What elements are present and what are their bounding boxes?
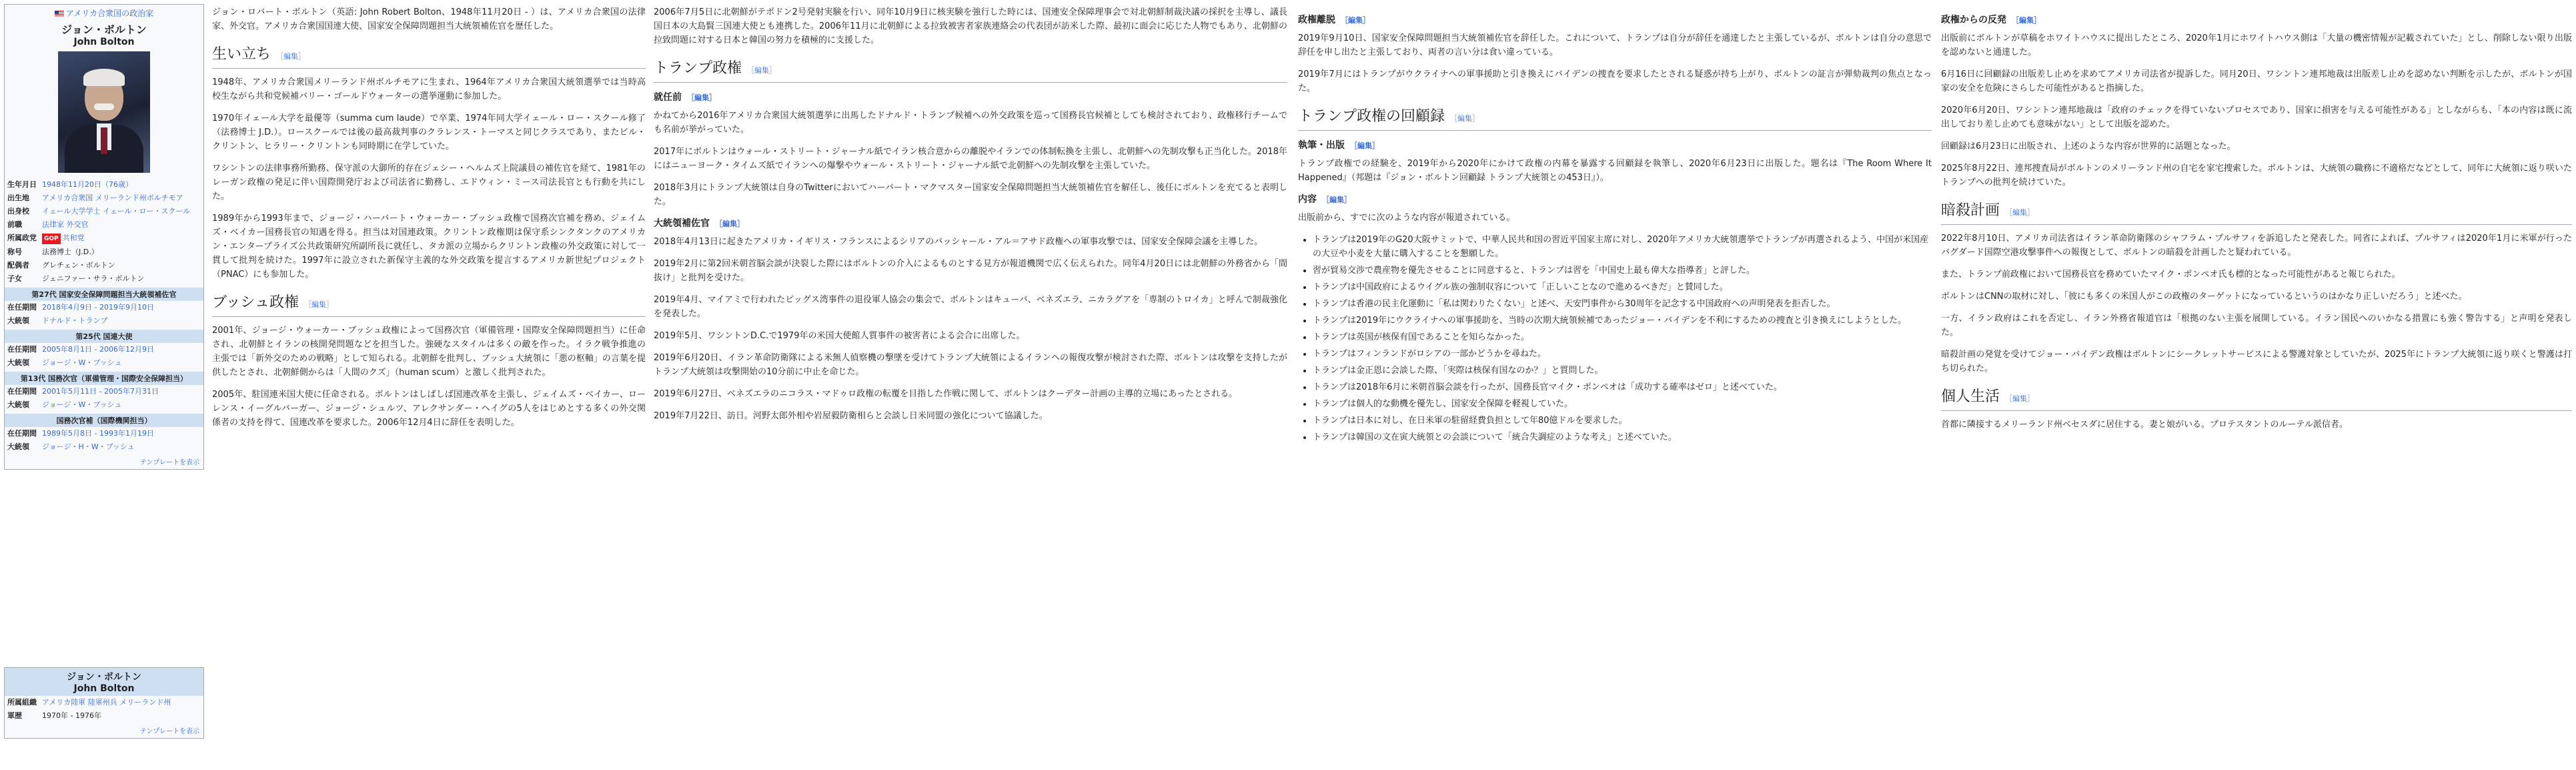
office-term-row	[5, 301, 203, 314]
office-term-key: 在任期間	[7, 429, 37, 438]
infobox-value[interactable]: アメリカ陸軍 陸軍州兵 メリーランド州	[42, 698, 171, 707]
paragraph: 2022年8月10日、アメリカ司法省はイラン革命防衛隊のシャフラム・プルサフィを訴追したと発表した。同省によれば、プルサフィは2020年1月に米軍が行ったバグダード国際空港攻撃事件への報復として、ボルトンの暗殺を計画したと疑われている。	[1941, 234, 2572, 258]
office-president-key: 大統領	[7, 358, 29, 367]
section-heading-text: ブッシュ政権	[212, 294, 299, 311]
office-president-row	[5, 356, 203, 370]
paragraph: 出版前から、すでに次のような内容が報道されている。	[1298, 213, 1515, 223]
paragraph: 2019年5月、ワシントンD.C.で1979年の米国大使館人質事件の被害者による会合に出席した。	[654, 331, 1025, 341]
edit-link[interactable]: ［編集］	[1350, 141, 1379, 150]
paragraph: 2019年6月20日、イラン革命防衛隊による米無人偵察機の撃墜を受けてトランプ大統領によるイランへの報復攻撃が検討された際、ボルトンは攻撃を支持したがトランプ大統領は攻撃開始の10分前に中止を命じた。	[654, 353, 1287, 377]
office-title[interactable]: 国務次官補（国際機関担当）	[5, 414, 203, 427]
subsection-heading-publish	[1298, 139, 1932, 153]
infobox-category-text[interactable]: アメリカ合衆国の政治家	[65, 9, 154, 18]
list-item: • トランプは2018年6月に米朝首脳会談を行ったが、国務長官マイク・ポンペオは「成功する確率はゼロ」と述べていた。	[1313, 380, 1932, 394]
paragraph: 2020年6月20日、ワシントン連邦地裁は「政府のチェックを得ていないプロセスであり、国家に損害を与える可能性がある」としながらも、「本の内容は既に流出しており差し止めても意味がない」として出版を認めた。	[1941, 105, 2572, 129]
subsection-heading-text: 政権離脱	[1298, 15, 1335, 25]
section-heading-text: 個人生活	[1941, 388, 2000, 405]
office-term-key: 在任期間	[7, 387, 37, 396]
office-president[interactable]: ジョージ・W・ブッシュ	[42, 400, 122, 409]
infobox-key: 出身校	[7, 207, 29, 216]
list-item: • トランプは日本に対し、在日米軍の駐留経費負担として年80億ドルを要求した。	[1313, 414, 1932, 428]
subsection-heading-text: 政権からの反発	[1941, 15, 2006, 25]
template-link[interactable]: テンプレートを表示	[139, 728, 199, 735]
subsection-heading-text: 就任前	[654, 92, 682, 103]
edit-link[interactable]: ［編集］	[747, 66, 777, 75]
office-term[interactable]: 2005年8月1日 - 2006年12月9日	[42, 345, 154, 354]
infobox-value[interactable]: アメリカ合衆国 メリーランド州ボルチモア	[42, 194, 183, 202]
paragraph: かねてから2016年アメリカ合衆国大統領選挙に出馬したドナルド・トランプ候補への外交政策を巡って国務長官候補としても検討されており、政権移行チームでも名前が挙がっていた。	[654, 111, 1287, 135]
infobox	[4, 4, 204, 470]
subsection-heading-text: 大統領補佐官	[654, 218, 710, 229]
section-heading-personal	[1941, 388, 2572, 411]
edit-link[interactable]: ［編集］	[1450, 114, 1480, 123]
subsection-heading-reaction	[1941, 13, 2572, 27]
infobox-value: グレチェン・ボルトン	[42, 261, 115, 270]
subsection-heading-appoint	[654, 91, 1287, 105]
paragraph: 2019年7月にはトランプがウクライナへの軍事援助と引き換えにバイデンの捜査を要求したとされる疑惑が持ち上がり、ボルトンの証言が弾劾裁判の焦点となった。	[1298, 69, 1932, 93]
paragraph: 2001年、ジョージ・ウォーカー・ブッシュ政権によって国務次官（軍備管理・国際安全保障問題担当）に任命され、北朝鮮とイランの核開発問題などを担当した。強硬なスタイルは多くの敵を作った。イラク戦争推進の主張では「新外交のための戦略」として知られる。北朝鮮を批判し、ブッシュ大統領に「悪の枢軸」の言葉を提供したとされ、北朝鮮側からは「人間のクズ」（human scum）と激しく批判された。	[212, 326, 646, 378]
office-president[interactable]: ジョージ・H・W・ブッシュ	[42, 442, 135, 451]
list-item: • トランプは韓国の文在寅大統領との会談について「統合失調症のような考え」と述べていた。	[1313, 430, 1932, 444]
office-president-key: 大統領	[7, 442, 29, 451]
infobox-row	[5, 259, 203, 272]
gop-badge: GOP	[42, 234, 61, 244]
list-item: • トランプは英国が核保有国であることを知らなかった。	[1313, 330, 1932, 344]
infobox-name-ja: ジョン・ボルトン	[61, 23, 147, 36]
office-president[interactable]: ジョージ・W・ブッシュ	[42, 358, 122, 367]
infobox-key: 軍歴	[7, 711, 22, 720]
office-title[interactable]: 第25代 国連大使	[5, 330, 203, 343]
infobox-row	[5, 232, 203, 246]
list-item: • トランプはフィンランドがロシアの一部かどうかを尋ねた。	[1313, 347, 1932, 361]
office-term-row	[5, 385, 203, 398]
column-1	[212, 5, 646, 438]
edit-link[interactable]: ［編集］	[687, 93, 716, 102]
office-term-row	[5, 427, 203, 440]
portrait-photo[interactable]	[58, 51, 150, 173]
list-item: • 習が貿易交渉で農産物を優先させることに同意すると、トランプは習を「中国史上最も偉大な指導者」と評した。	[1313, 264, 1932, 278]
paragraph: 2018年3月にトランプ大統領は自身のTwitterにおいてハーバート・マクマスター国家安全保障問題担当大統領補佐官を解任し、後任にボルトンを充てると表明した。	[654, 183, 1287, 207]
subsection-heading-text: 執筆・出版	[1298, 140, 1345, 151]
military-infobox-title	[5, 668, 203, 696]
paragraph: 2019年2月に第2回米朝首脳会談が決裂した際にはボルトンの介入によるものとする見方が報道機関で広く伝えられた。同年4月20日には北朝鮮の外務省から「間抜け」と批判を受けた。	[654, 259, 1287, 283]
infobox-row	[5, 272, 203, 286]
subsection-heading-advisor	[654, 217, 1287, 231]
infobox-value: ジェニファー・サラ・ボルトン	[42, 274, 145, 283]
office-term[interactable]: 2018年4月9日 - 2019年9月10日	[42, 303, 154, 312]
paragraph: 回顧録は6月23日に出版され、上述のような内容が世界的に話題となった。	[1941, 141, 2236, 151]
column-4	[1941, 5, 2572, 440]
section-heading-plot	[1941, 202, 2572, 225]
office-term-row	[5, 343, 203, 356]
section-heading-text: 暗殺計画	[1941, 202, 2000, 219]
office-title[interactable]: 第27代 国家安全保障問題担当大統領補佐官	[5, 288, 203, 301]
paragraph: 6月16日に回顧録の出版差し止めを求めてアメリカ司法省が提訴した。同月20日、ワシントン連邦地裁は出版差し止めを認めない判断を示したが、ボルトンが国家の安全を危険にさらした可能性があると指摘した。	[1941, 69, 2572, 93]
edit-link[interactable]: ［編集］	[1341, 16, 1370, 25]
column-2	[654, 5, 1287, 431]
infobox-key: 配偶者	[7, 261, 29, 270]
infobox-key: 所属組織	[7, 698, 37, 707]
list-item: • トランプは中国政府によるウイグル族の強制収容について「正しいことなので進めるべきだ」と賛同した。	[1313, 280, 1932, 294]
subsection-heading-text: 内容	[1298, 194, 1317, 205]
infobox-key: 前職	[7, 220, 22, 229]
paragraph: 2025年8月22日、連邦捜査局がボルトンのメリーランド州の自宅を家宅捜索した。ボルトンは、大統領の職務に不適格だなどとして、同年に大統領に返り咲いたトランプへの批判を続けていた。	[1941, 163, 2572, 187]
party-link[interactable]: 共和党	[62, 234, 85, 242]
office-term[interactable]: 2001年5月11日 - 2005年7月31日	[42, 387, 159, 396]
paragraph: 1970年イェール大学を最優等（summa cum laude）で卒業、1974年同大学イェール・ロー・スクール修了（法務博士 J.D.）。ロースクールでは後の最高裁判事のクラレンス・トーマスと同じクラスであり、またビル・クリントン、ヒラリー・クリントンも同時期に在学していた。	[212, 113, 646, 151]
office-president-row	[5, 314, 203, 328]
infobox-row	[5, 205, 203, 218]
infobox-key: 称号	[7, 248, 22, 256]
military-name-ja: ジョン・ボルトン	[67, 672, 141, 683]
office-president-row	[5, 440, 203, 454]
section-heading-bush	[212, 294, 646, 317]
list-item: • トランプは金正恩に会談した際、「実際は核保有国なのか？」と質問した。	[1313, 364, 1932, 378]
paragraph: 2019年6月27日、ベネズエラのニコラス・マドゥロ政権の転覆を目指した作戦に関して、ボルトンはクーデター計画の主導的立場にあったとされる。	[654, 389, 1238, 399]
template-link[interactable]: テンプレートを表示	[139, 459, 199, 466]
portrait-moustache	[94, 103, 114, 110]
infobox-value[interactable]	[42, 233, 201, 244]
list-item: • トランプは香港の民主化運動に「私は関わりたくない」と述べ、天安門事件から30周年を記念する中国政府への声明発表を拒否した。	[1313, 297, 1932, 311]
infobox-key: 生年月日	[7, 180, 37, 189]
office-title[interactable]: 第13代 国務次官（軍備管理・国際安全保障担当）	[5, 372, 203, 385]
paragraph: 2019年7月22日、訪日。河野太郎外相や岩屋毅防衛相らと会談し日米同盟の強化について協議した。	[654, 411, 1048, 421]
subsection-heading-dismiss	[1298, 13, 1932, 27]
lead-paragraph: ジョン・ロバート・ボルトン（英語: John Robert Bolton、1948年11月20日 - ）は、アメリカ合衆国の法律家、外交官。アメリカ合衆国国連大使、国家安全保障問題担当大統領補佐官を歴任した。	[212, 7, 646, 31]
paragraph: 出版前にボルトンが草稿をホワイトハウスに提出したところ、2020年1月にホワイトハウス側は「大量の機密情報が記載されていた」とし、削除しない限り出版を認めないと通達した。	[1941, 33, 2572, 57]
paragraph: 2006年7月5日に北朝鮮がテポドン2号発射実験を行い、同年10月9日に核実験を強行した時には、国連安全保障理事会で対北朝鮮制裁決議の採択を主導し、議長国日本の大島賢三国連大使とも連携した。2006年11月に北朝鮮による拉致被害者家族連絡会の代表団が訪米した際、最初に面会に応じた人物でもあり、北朝鮮の拉致問題に対する日本と韓国の努力を積極的に支援した。	[654, 7, 1287, 45]
infobox-row	[5, 246, 203, 259]
list-item: • トランプは2019年にウクライナへの軍事援助を、当時の次期大統領候補であったジョー・バイデンを不利にするための捜査と引き換えにしようとした。	[1313, 314, 1932, 328]
section-heading-text: トランプ政権	[654, 60, 742, 77]
office-term-key: 在任期間	[7, 345, 37, 354]
subsection-heading-content	[1298, 193, 1932, 207]
paragraph: トランプ政権での経験を、2019年から2020年にかけて政権の内幕を暴露する回顧録を執筆し、2020年6月23日に出版した。題名は『The Room Where It Happened』（邦題は『ジョン・ボルトン回顧録 トランプ大統領との453日』）。	[1298, 159, 1932, 183]
section-heading-youth	[212, 45, 646, 69]
section-heading-trump	[654, 59, 1287, 83]
infobox-key: 子女	[7, 274, 22, 283]
office-term-key: 在任期間	[7, 303, 37, 312]
paragraph: 2019年4月、マイアミで行われたピッグス湾事件の退役軍人協会の集会で、ボルトンはキューバ、ベネズエラ、ニカラグアを「専制のトロイカ」と呼んで制裁強化を発表した。	[654, 295, 1287, 319]
edit-link[interactable]: ［編集］	[2005, 394, 2035, 403]
infobox-key: 出生地	[7, 194, 29, 202]
infobox-row	[5, 218, 203, 232]
paragraph: ボルトンはCNNの取材に対し、「彼にも多くの米国人がこの政権のターゲットになっているというのはかなり正しいだろう」と述べた。	[1941, 292, 2467, 302]
infobox-row	[5, 178, 203, 191]
paragraph: 2017年にボルトンはウォール・ストリート・ジャーナル紙でイラン核合意からの離脱やイランでの体制転換を主張し、北朝鮮への先制攻撃も正当化した。2018年にはニューヨーク・タイムズ紙でイランへの爆撃やウォール・ストリート・ジャーナル紙で北朝鮮への先制攻撃を主張していた。	[654, 147, 1287, 171]
paragraph: 2018年4月13日に起きたアメリカ・イギリス・フランスによるシリアのバッシャール・アル＝アサド政権への軍事攻撃では、国家安全保障会議を主導した。	[654, 237, 1263, 247]
infobox-key: 所属政党	[7, 234, 37, 242]
infobox-row	[5, 709, 203, 723]
paragraph: 首都に隣接するメリーランド州ベセスダに居住する。妻と娘がいる。プロテスタントのルーテル派信者。	[1941, 420, 2348, 430]
paragraph: ワシントンの法律事務所勤務、保守派の大御所的存在ジェシー・ヘルムズ上院議員の補佐官を経て、1981年のレーガン政権の発足に伴い国際開発庁および司法省に勤務し、エドウィン・ミース司法長官とも行動を共にした。	[212, 163, 646, 202]
list-item: • トランプは2019年のG20大阪サミットで、中華人民共和国の習近平国家主席に対し、2020年アメリカ大統領選挙でトランプが再選されるよう、中国が米国産の大豆や小麦を大量に購入することを懇願した。	[1313, 233, 1932, 261]
infobox-value: 法務博士（J.D.）	[42, 248, 99, 256]
infobox-value: 1970年 - 1976年	[42, 711, 101, 720]
infobox-row	[5, 696, 203, 709]
portrait-tie	[101, 127, 107, 154]
edit-link[interactable]: ［編集］	[2005, 208, 2035, 217]
office-president[interactable]: ドナルド・トランプ	[42, 316, 108, 325]
office-president-key: 大統領	[7, 400, 29, 409]
paragraph: 1989年から1993年まで、ジョージ・ハーバート・ウォーカー・ブッシュ政権で国務次官補を務め、ジェイムズ・ベイカー国務長官の知遇を得る。担当は対国連政策。クリントン政権期は保守系シンクタンクのアメリカン・エンタープライズ公共政策研究所副所長に就任し、タカ派の立場からクリントン政権の外交政策に対して一貫して批判を続けた。1997年に設立された新保守主義的な外交政策を提言するアメリカ新世紀プロジェクト（PNAC）にも参加した。	[212, 214, 646, 280]
edit-link[interactable]: ［編集］	[2012, 16, 2041, 25]
office-term[interactable]: 1989年5月8日 - 1993年1月19日	[42, 429, 154, 438]
infobox-value[interactable]: 法律家 外交官	[42, 220, 89, 229]
portrait-hair	[83, 69, 125, 86]
column-3	[1298, 5, 1932, 451]
office-president-key: 大統領	[7, 316, 29, 325]
infobox-category-link[interactable]	[5, 5, 203, 20]
paragraph: また、トランプ前政権において国務長官を務めていたマイク・ポンペオ氏も標的となった可能性があると報じられた。	[1941, 270, 2401, 280]
military-name-en: John Bolton	[73, 683, 135, 694]
paragraph: 1948年、アメリカ合衆国メリーランド州ボルチモアに生まれ、1964年アメリカ合衆国大統領選挙では当時高校生ながら共和党候補バリー・ゴールドウォーターの選挙運動に参加した。	[212, 77, 646, 101]
office-president-row	[5, 398, 203, 412]
military-infobox	[4, 667, 204, 739]
memoir-content-list	[1298, 233, 1932, 444]
section-heading-text: トランプ政権の回顧録	[1298, 108, 1445, 125]
edit-link[interactable]: ［編集］	[715, 220, 744, 228]
infobox-value[interactable]: 1948年11月20日（76歳）	[42, 180, 133, 189]
infobox-value[interactable]: イェール大学学士 イェール・ロー・スクール	[42, 207, 191, 216]
paragraph: 一方、イラン政府はこれを否定し、イラン外務省報道官は「根拠のない主張を展開している。イラン国民へのいかなる措置にも強く警告する」と声明を発表した。	[1941, 314, 2572, 338]
infobox-name-en: John Bolton	[73, 37, 135, 47]
section-heading-text: 生い立ち	[212, 46, 271, 63]
edit-link[interactable]: ［編集］	[1322, 196, 1351, 204]
paragraph: 2019年9月10日、国家安全保障問題担当大統領補佐官を辞任した。これについて、トランプは自分が辞任を通達したと主張しているが、ボルトンは自分の意思で辞任を申し出たと主張しており、両者の言い分は食い違っている。	[1298, 33, 1932, 57]
us-flag-icon	[55, 11, 64, 17]
edit-link[interactable]: ［編集］	[276, 52, 306, 61]
paragraph: 2005年、駐国連米国大使に任命される。ボルトンはしばしば国連改革を主張し、ジェイムズ・ベイカー、ローレンス・イーグルバーガー、ジョージ・シュルツ、アレクサンダー・ヘイグの5人をはじめとする多くの外交関係者の支持を得て、国連改革を要求した。2006年12月4日に辞任を表明した。	[212, 390, 646, 428]
infobox-row	[5, 191, 203, 205]
edit-link[interactable]: ［編集］	[304, 300, 334, 309]
section-heading-memoir	[1298, 107, 1932, 131]
paragraph: 暗殺計画の発覚を受けてジョー・バイデン政権はボルトンにシークレットサービスによる警護対象としていたが、2025年にトランプ大統領に返り咲くと警護は打ち切られた。	[1941, 350, 2572, 374]
list-item: • トランプは個人的な動機を優先し、国家安全保障を軽視していた。	[1313, 397, 1932, 411]
